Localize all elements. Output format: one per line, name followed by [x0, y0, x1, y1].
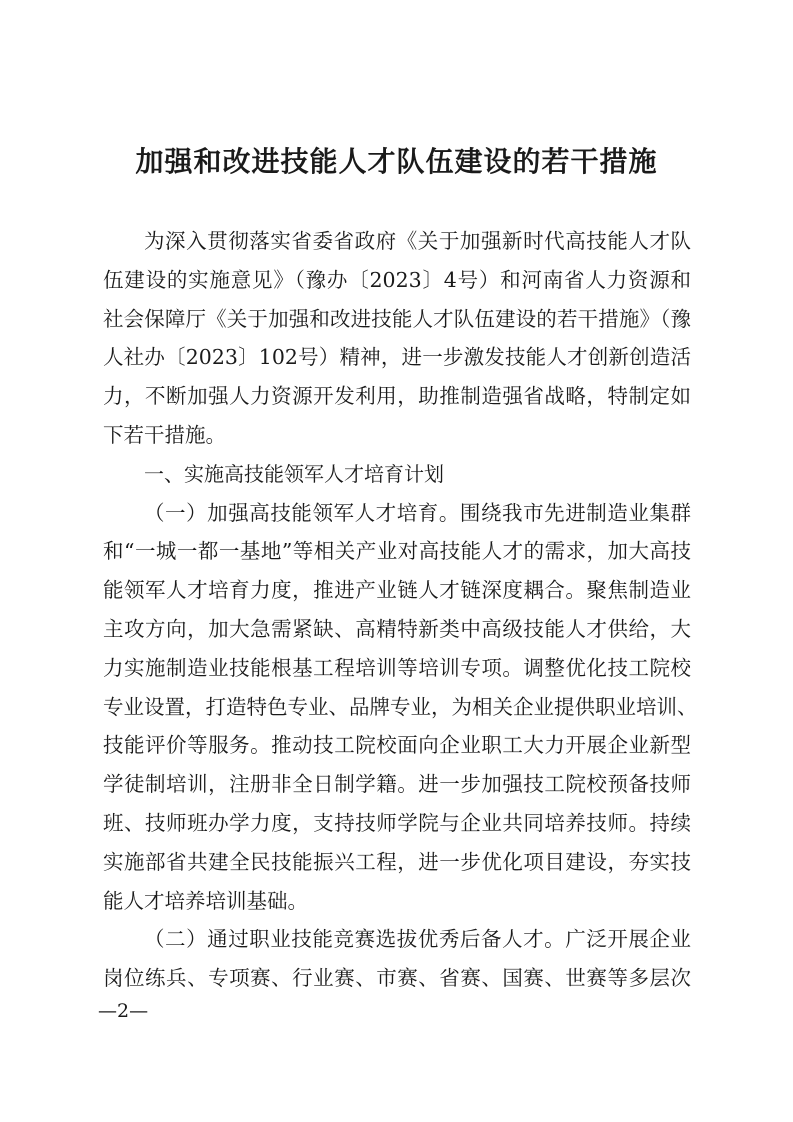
paragraph-line: 和“一城一都一基地”等相关产业对高技能人才的需求，加大高技: [103, 539, 691, 564]
paragraph-line: 班、技师班办学力度，支持技师学院与企业共同培养技师。持续: [103, 810, 691, 835]
paragraph-line: 技能评价等服务。推动技工院校面向企业职工大力开展企业新型: [103, 733, 691, 758]
page-number: —2—: [98, 1000, 149, 1022]
paragraph-line: 人社办〔2023〕102号）精神，进一步激发技能人才创新创造活: [103, 345, 691, 370]
document-title: 加强和改进技能人才队伍建设的若干措施: [135, 145, 658, 178]
paragraph-line: 专业设置，打造特色专业、品牌专业，为相关企业提供职业培训、: [103, 694, 698, 719]
paragraph-line: （一）加强高技能领军人才培育。围绕我市先进制造业集群: [144, 500, 691, 525]
section-heading: 一、实施高技能领军人才培育计划: [144, 461, 444, 486]
paragraph-line: 社会保障厅《关于加强和改进技能人才队伍建设的若干措施》（豫: [103, 306, 691, 331]
paragraph-line: 实施部省共建全民技能振兴工程，进一步优化项目建设，夯实技: [103, 849, 691, 874]
paragraph-line: 能领军人才培育力度，推进产业链人才链深度耦合。聚焦制造业: [103, 578, 691, 603]
paragraph-line: 为深入贯彻落实省委省政府《关于加强新时代高技能人才队: [144, 229, 691, 253]
paragraph-line: 能人才培养培训基础。: [103, 888, 308, 913]
paragraph-line: 岗位练兵、专项赛、行业赛、市赛、省赛、国赛、世赛等多层次: [103, 966, 691, 991]
paragraph-line: （二）通过职业技能竞赛选拔优秀后备人才。广泛开展企业: [144, 927, 691, 952]
paragraph-line: 伍建设的实施意见》（豫办〔2023〕4号）和河南省人力资源和: [103, 267, 691, 292]
paragraph-line: 力实施制造业技能根基工程培训等培训专项。调整优化技工院校: [103, 655, 691, 680]
paragraph-line: 力，不断加强人力资源开发利用，助推制造强省战略，特制定如: [103, 384, 691, 409]
document-body: [103, 222, 698, 998]
paragraph-line: 学徒制培训，注册非全日制学籍。进一步加强技工院校预备技师: [103, 772, 691, 797]
paragraph-line: 下若干措施。: [103, 422, 226, 447]
paragraph-line: 主攻方向，加大急需紧缺、高精特新类中高级技能人才供给，大: [103, 616, 691, 641]
